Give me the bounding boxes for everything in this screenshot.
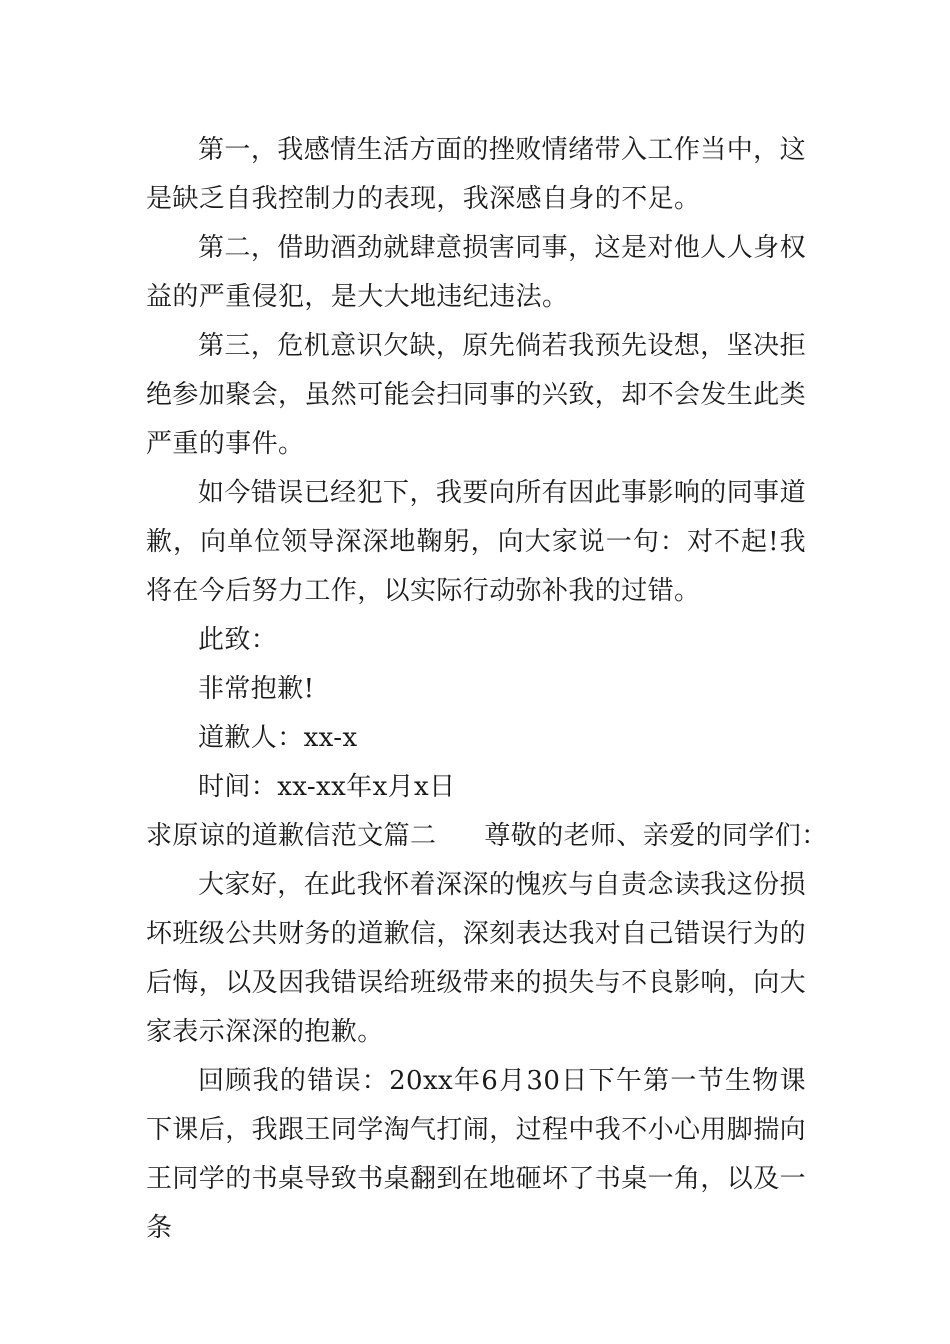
greeting: 尊敬的老师、亲爱的同学们： [484, 821, 828, 851]
closing-date: 时间：xx-xx年x月x日 [198, 772, 456, 802]
paragraph-intro: 大家好，在此我怀着深深的愧疚与自责念读我这份损坏班级公共财务的道歉信，深刻表达我对自己错误行为的后悔，以及因我错误给班级带来的损失与不良影响，向大家表示深深的抱歉。 [146, 870, 807, 1047]
paragraph-third: 第三，危机意识欠缺，原先倘若我预先设想，坚决拒绝参加聚会，虽然可能会扫同事的兴致，却不会发生此类严重的事件。 [146, 331, 807, 459]
paragraph-second: 第二，借助酒劲就肆意损害同事，这是对他人人身权益的严重侵犯，是大大地违纪违法。 [146, 233, 806, 312]
paragraph-apology: 如今错误已经犯下，我要向所有因此事影响的同事道歉，向单位领导深深地鞠躬，向大家说一句：对不起!我将在今后努力工作，以实际行动弥补我的过错。 [146, 478, 806, 606]
closing-apology: 非常抱歉! [198, 674, 315, 704]
closing-signer: 道歉人：xx-x [198, 723, 358, 753]
closing-salutation: 此致： [198, 625, 278, 655]
paragraph-first: 第一，我感情生活方面的挫败情绪带入工作当中，这是缺乏自我控制力的表现，我深感自身的不足。 [146, 135, 806, 214]
section-heading-line [146, 812, 828, 861]
paragraph-review: 回顾我的错误：20xx年6月30日下午第一节生物课下课后，我跟王同学淘气打闹，过程中我不小心用脚揣向王同学的书桌导致书桌翻到在地砸坏了书桌一角，以及一条 [146, 1066, 807, 1243]
document-body [146, 126, 828, 1253]
section-title: 求原谅的道歉信范文篇二 [146, 821, 437, 851]
